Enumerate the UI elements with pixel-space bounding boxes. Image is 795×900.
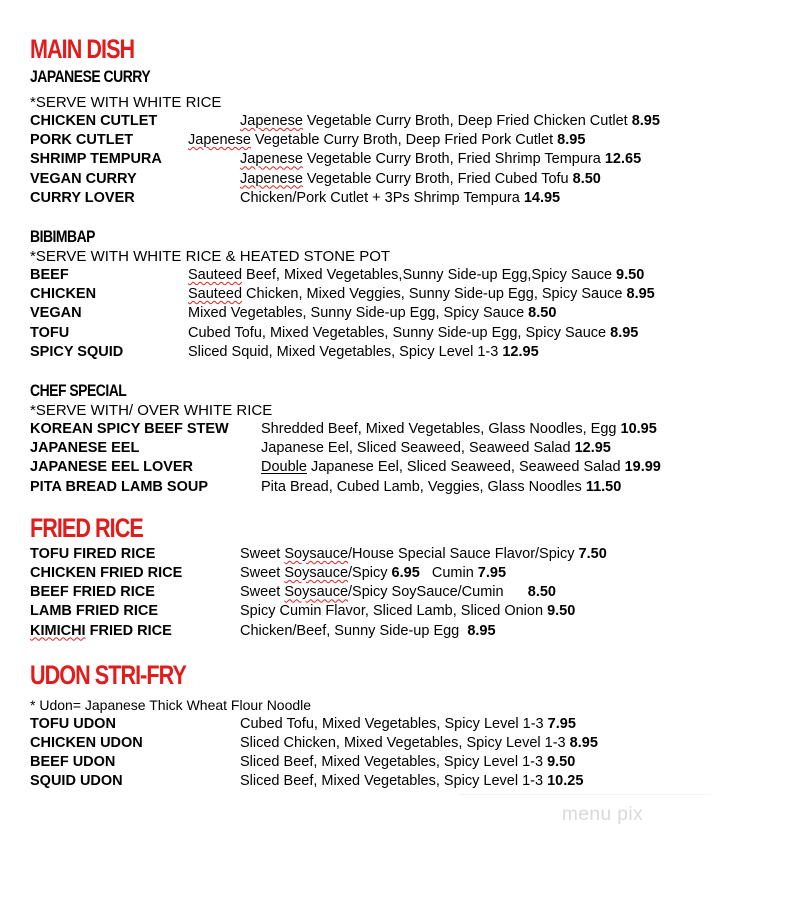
item-desc-text: Chicken/Beef, Sunny Side-up Egg xyxy=(240,622,468,639)
menu-item xyxy=(30,478,770,497)
item-description xyxy=(240,150,641,169)
item-name: VEGAN CURRY xyxy=(30,170,137,187)
menu-item xyxy=(30,112,770,131)
item-price: 8.95 xyxy=(557,132,586,149)
item-desc-misspelled: Japenese xyxy=(188,132,251,149)
item-name: LAMB FRIED RICE xyxy=(30,603,159,620)
item-price: 6.95 xyxy=(391,565,420,582)
item-desc-text: Chicken/Pork Cutlet + 3Ps Shrimp Tempura xyxy=(240,189,524,206)
item-description xyxy=(240,602,575,621)
item-price: 8.95 xyxy=(467,622,496,639)
item-desc-text: Cumin xyxy=(419,565,478,582)
menu-item xyxy=(30,343,770,362)
item-description xyxy=(188,266,644,285)
item-desc-text: Sweet xyxy=(240,565,285,582)
chef-special-heading: CHEF SPECIAL xyxy=(30,381,127,401)
item-desc-text: Vegetable Curry Broth, Deep Fried Pork Cutlet xyxy=(250,132,558,149)
item-desc-text: Vegetable Curry Broth, Deep Fried Chicken Cutlet xyxy=(302,113,632,129)
item-desc-underlined: Double xyxy=(261,459,307,476)
bibimbap-note: *SERVE WITH WHITE RICE & HEATED STONE POT xyxy=(30,248,391,266)
item-desc-misspelled: Soysauce xyxy=(284,584,349,601)
menu-item xyxy=(30,583,770,602)
item-desc-misspelled: Japenese xyxy=(240,113,303,129)
item-name: BEEF UDON xyxy=(30,754,116,771)
item-name: CHICKEN CUTLET xyxy=(30,113,158,129)
item-name: BEEF FRIED RICE xyxy=(30,584,155,601)
fried-rice-heading: FRIED RICE xyxy=(30,512,143,543)
item-name xyxy=(30,622,240,641)
menupix-watermark: menu pix xyxy=(562,804,644,825)
menu-item xyxy=(30,753,770,772)
japanese-curry-list xyxy=(30,112,770,208)
item-desc-text: Sweet xyxy=(240,545,285,562)
item-description xyxy=(240,112,660,131)
item-desc-text: Beef, Mixed Vegetables,Sunny Side-up Egg,Spicy Sauce xyxy=(242,267,617,284)
item-name: BEEF xyxy=(30,267,69,284)
item-name: PITA BREAD LAMB SOUP xyxy=(30,478,209,495)
item-name: CURRY LOVER xyxy=(30,189,135,206)
item-description xyxy=(240,715,576,734)
item-desc-misspelled: Japenese xyxy=(240,151,303,168)
item-price: 9.50 xyxy=(547,603,576,620)
item-price: 8.95 xyxy=(626,286,655,303)
item-description xyxy=(188,285,655,304)
bibimbap-heading: BIBIMBAP xyxy=(30,227,95,247)
item-desc-misspelled: Sauteed xyxy=(188,286,243,303)
menu-item xyxy=(30,439,770,458)
item-desc-text: Sliced Beef, Mixed Vegetables, Spicy Level 1-3 xyxy=(240,773,548,790)
item-desc-text: Sliced Squid, Mixed Vegetables, Spicy Level 1-3 xyxy=(188,343,503,360)
item-desc-text: Cubed Tofu, Mixed Vegetables, Spicy Level 1-3 xyxy=(240,715,548,732)
bibimbap-list xyxy=(30,266,770,362)
item-price: 12.65 xyxy=(604,151,642,168)
udon-note: * Udon= Japanese Thick Wheat Flour Noodle xyxy=(30,696,312,713)
item-price: 9.50 xyxy=(616,267,645,284)
item-description xyxy=(188,343,539,362)
item-description xyxy=(261,439,611,458)
item-desc-text: Chicken, Mixed Veggies, Sunny Side-up Egg, Spicy Sauce xyxy=(242,286,627,303)
item-description xyxy=(261,458,661,477)
item-desc-text: /House Special Sauce Flavor/Spicy xyxy=(348,545,579,562)
japanese-curry-heading: JAPANESE CURRY xyxy=(30,67,151,86)
item-description xyxy=(240,545,607,564)
item-price: 8.95 xyxy=(569,735,598,752)
item-description xyxy=(188,304,556,323)
item-desc-misspelled: Japenese xyxy=(240,170,303,187)
item-name: VEGAN xyxy=(30,305,82,322)
item-price: 7.95 xyxy=(547,715,576,732)
japanese-curry-note: *SERVE WITH WHITE RICE xyxy=(30,94,222,111)
udon-list xyxy=(30,715,770,792)
item-desc-text: Japanese Eel, Sliced Seaweed, Seaweed Salad xyxy=(306,459,625,476)
item-desc-text: Cubed Tofu, Mixed Vegetables, Sunny Side-up Egg, Spicy Sauce xyxy=(188,324,611,341)
chef-special-note: *SERVE WITH/ OVER WHITE RICE xyxy=(30,402,273,420)
item-name: JAPANESE EEL xyxy=(30,440,140,457)
item-description xyxy=(240,583,556,602)
item-name-text: FRIED RICE xyxy=(85,622,172,639)
item-desc-misspelled: Sauteed xyxy=(188,267,243,284)
menu-page xyxy=(30,34,770,792)
item-name: JAPANESE EEL LOVER xyxy=(30,459,194,476)
item-description xyxy=(188,131,585,150)
item-name: KOREAN SPICY BEEF STEW xyxy=(30,421,229,438)
menu-item xyxy=(30,734,770,753)
item-desc-text: Sweet xyxy=(240,584,285,601)
item-description xyxy=(240,753,575,772)
item-name: CHICKEN FRIED RICE xyxy=(30,565,183,582)
menu-item xyxy=(30,545,770,564)
item-name: SHRIMP TEMPURA xyxy=(30,151,162,168)
menu-item xyxy=(30,772,770,791)
item-name: TOFU FIRED RICE xyxy=(30,545,156,562)
item-desc-text: Mixed Vegetables, Sunny Side-up Egg, Spicy Sauce xyxy=(188,305,529,322)
item-name: PORK CUTLET xyxy=(30,132,134,149)
item-description xyxy=(240,170,601,189)
item-desc-text: /Spicy SoySauce/Cumin xyxy=(348,584,528,601)
item-desc-text: Vegetable Curry Broth, Fried Cubed Tofu xyxy=(302,170,573,187)
menu-item xyxy=(30,170,770,189)
menu-item xyxy=(30,285,770,304)
item-price: 9.50 xyxy=(547,754,576,771)
item-price: 14.95 xyxy=(523,189,561,206)
item-desc-misspelled: Soysauce xyxy=(284,565,349,582)
menu-item xyxy=(30,715,770,734)
item-desc-text: Sliced Chicken, Mixed Vegetables, Spicy Level 1-3 xyxy=(240,735,570,752)
menu-item xyxy=(30,266,770,285)
udon-heading: UDON STRI-FRY xyxy=(30,659,186,690)
fried-rice-list xyxy=(30,545,770,641)
item-price: 11.50 xyxy=(585,478,622,495)
item-price: 8.95 xyxy=(610,324,639,341)
item-description xyxy=(240,772,583,791)
item-description xyxy=(188,324,638,343)
item-description xyxy=(261,420,657,439)
menu-item xyxy=(30,458,770,477)
item-description xyxy=(240,622,496,641)
item-name: CHICKEN UDON xyxy=(30,735,143,752)
menu-item xyxy=(30,622,770,641)
item-price: 8.50 xyxy=(527,584,556,601)
item-desc-text: Spicy Cumin Flavor, Sliced Lamb, Sliced Onion xyxy=(240,603,548,620)
menu-item xyxy=(30,420,770,439)
item-desc-text: Pita Bread, Cubed Lamb, Veggies, Glass Noodles xyxy=(261,478,586,495)
item-price: 10.95 xyxy=(620,421,657,438)
menu-item xyxy=(30,324,770,343)
item-description xyxy=(261,478,621,497)
item-name: SPICY SQUID xyxy=(30,343,124,360)
faint-divider xyxy=(460,794,710,798)
item-desc-text: Sliced Beef, Mixed Vegetables, Spicy Level 1-3 xyxy=(240,754,548,771)
item-price: 8.50 xyxy=(572,170,601,187)
item-price: 12.95 xyxy=(502,343,539,360)
menu-item xyxy=(30,564,770,583)
item-name-misspelled: KIMICHI xyxy=(30,622,86,639)
menu-item xyxy=(30,602,770,621)
item-name: TOFU xyxy=(30,324,70,341)
item-description xyxy=(240,189,560,208)
menu-item xyxy=(30,304,770,323)
item-price-alt: 7.95 xyxy=(477,565,507,582)
item-price: 8.50 xyxy=(528,305,557,322)
menu-item xyxy=(30,150,770,169)
item-desc-text: Vegetable Curry Broth, Fried Shrimp Tempura xyxy=(302,151,605,168)
item-price: 8.95 xyxy=(631,113,660,129)
item-price: 12.95 xyxy=(574,440,611,457)
main-dish-heading: MAIN DISH xyxy=(30,34,135,64)
menu-item xyxy=(30,131,770,150)
item-name: SQUID UDON xyxy=(30,773,123,790)
menu-item xyxy=(30,189,770,208)
item-description xyxy=(240,564,506,583)
item-name: CHICKEN xyxy=(30,286,97,303)
item-description xyxy=(240,734,598,753)
chef-special-list xyxy=(30,420,770,497)
item-desc-text: Shredded Beef, Mixed Vegetables, Glass Noodles, Egg xyxy=(261,421,621,438)
item-desc-text: Japanese Eel, Sliced Seaweed, Seaweed Salad xyxy=(261,440,575,457)
item-price: 7.50 xyxy=(578,545,607,562)
item-name: TOFU UDON xyxy=(30,715,116,732)
item-price: 10.25 xyxy=(547,773,584,790)
item-price: 19.99 xyxy=(624,459,661,476)
item-desc-misspelled: Soysauce xyxy=(284,545,349,562)
item-desc-text: /Spicy xyxy=(348,565,392,582)
